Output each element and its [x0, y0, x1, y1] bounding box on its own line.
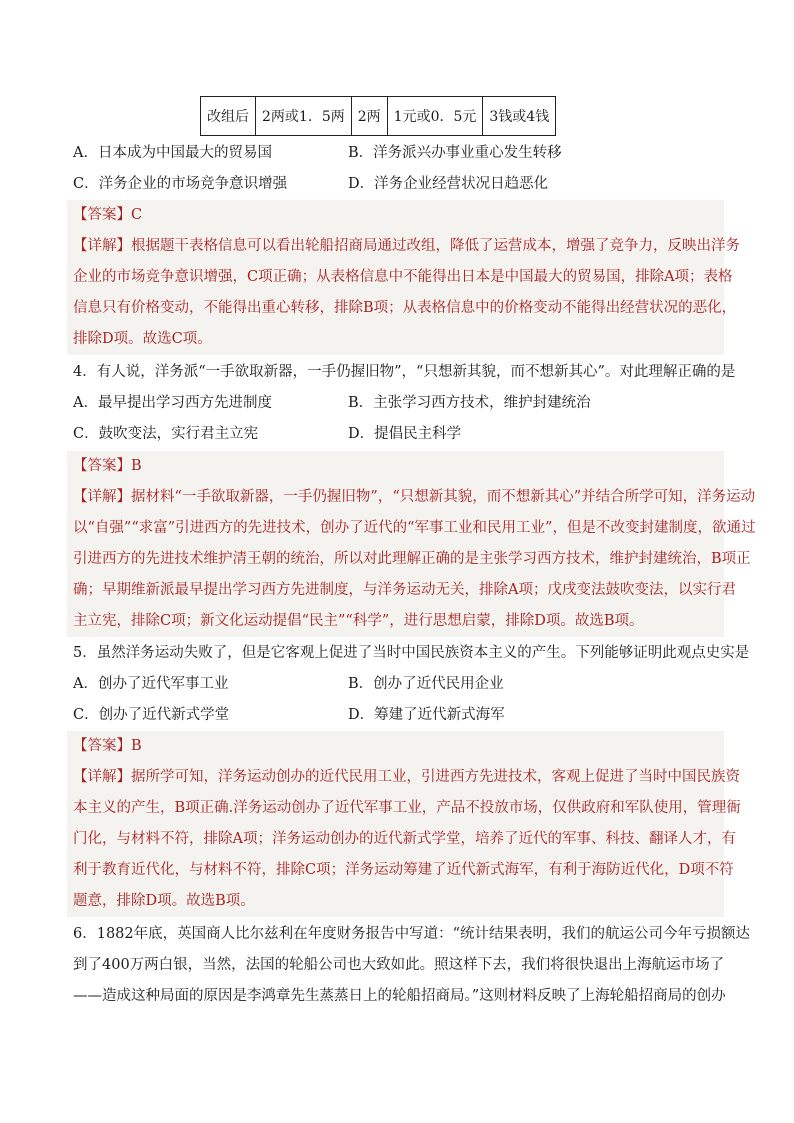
- answer-label: 【答案】B: [73, 458, 142, 474]
- detail-line: 主立宪，排除C项；新文化运动提倡“民主”“科学”，进行思想启蒙，排除D项。故选B项。: [73, 613, 644, 629]
- q5-option-c: C．创办了近代新式学堂: [73, 707, 230, 723]
- q4-option-d: D．提倡民主科学: [348, 426, 462, 442]
- q5-option-b: B．创办了近代民用企业: [348, 676, 504, 692]
- detail-line: 以“自强”“求富”引进西方的先进技术，创办了近代的“军事工业和民用工业”，但是不改变封建制度，欲通过: [73, 520, 756, 536]
- q4-option-c: C．鼓吹变法，实行君主立宪: [73, 426, 259, 442]
- q6-stem-line: 到了400万两白银，当然，法国的轮船公司也大致如此。照这样下去，我们将很快退出上海航运市场了: [73, 957, 725, 973]
- q4-answer-block: [67, 451, 756, 637]
- q6-stem-line: ——造成这种局面的原因是李鸿章先生蒸蒸日上的轮船招商局。”这则材料反映了上海轮船招商局的创办: [73, 988, 726, 1004]
- q3-option-c: C．洋务企业的市场竞争意识增强: [73, 176, 288, 192]
- detail-line: 【详解】根据题干表格信息可以看出轮船招商局通过改组，降低了运营成本，增强了竞争力，反映出洋务: [73, 238, 740, 254]
- q3-option-a: A．日本成为中国最大的贸易国: [73, 145, 272, 161]
- detail-line: 利于教育近代化，与材料不符，排除C项；洋务运动筹建了近代新式海军，有利于海防近代化，D项不符: [73, 862, 734, 878]
- q5-answer-block: [67, 731, 741, 917]
- q3-option-d: D．洋务企业经营状况日趋恶化: [348, 176, 549, 192]
- table-cell: 1元或0．5元: [387, 97, 483, 136]
- detail-line: 门化，与材料不符，排除A项；洋务运动创办的近代新式学堂，培养了近代的军事、科技、翻译人才，有: [73, 831, 736, 847]
- detail-line: 【详解】据所学可知，洋务运动创办的近代民用工业，引进西方先进技术，客观上促进了当时中国民族资: [73, 769, 740, 785]
- detail-line: 确；早期维新派最早提出学习西方先进制度，与洋务运动无关，排除A项；戊戌变法鼓吹变法，以实行君: [73, 582, 736, 598]
- table-cell: 2两: [351, 97, 387, 136]
- q3-answer-block: [67, 200, 740, 355]
- q6-stem-line: 6．1882年底，英国商人比尔兹利在年度财务报告中写道：“统计结果表明，我们的航运公司今年亏损额达: [73, 926, 751, 942]
- detail-line: 本主义的产生，B项正确.洋务运动创办了近代军事工业，产品不投放市场，仅供政府和军队使用，管理衙: [73, 800, 741, 816]
- detail-line: 【详解】据材料“一手欲取新器，一手仍握旧物”，“只想新其貌，而不想新其心”并结合所学可知，洋务运动: [73, 489, 756, 505]
- q3-option-b: B．洋务派兴办事业重心发生转移: [348, 145, 562, 161]
- detail-line: 信息只有价格变动，不能得出重心转移，排除B项；从表格信息中的价格变动不能得出经营状况的恶化，: [73, 300, 737, 316]
- q4-stem: 4．有人说，洋务派“一手欲取新器，一手仍握旧物”，“只想新其貌，而不想新其心”。对此理解正确的是: [73, 364, 736, 380]
- q5-option-a: A．创办了近代军事工业: [73, 676, 229, 692]
- q4-option-a: A．最早提出学习西方先进制度: [73, 395, 272, 411]
- q5-option-d: D．筹建了近代新式海军: [348, 707, 505, 723]
- q5-stem: 5．虽然洋务运动失败了，但是它客观上促进了当时中国民族资本主义的产生。下列能够证明此观点史实是: [73, 645, 750, 661]
- table-cell: 3钱或4钱: [483, 97, 556, 136]
- q4-option-b: B．主张学习西方技术，维护封建统治: [348, 395, 591, 411]
- table-row: [201, 97, 556, 136]
- detail-line: 题意，排除D项。故选B项。: [73, 893, 255, 909]
- table-cell: 改组后: [201, 97, 256, 136]
- detail-line: 引进西方的先进技术维护清王朝的统治，所以对此理解正确的是主张学习西方技术，维护封建统治，B项正: [73, 551, 751, 567]
- detail-line: 企业的市场竞争意识增强，C项正确；从表格信息中不能得出日本是中国最大的贸易国，排除A项；表格: [73, 269, 733, 285]
- answer-label: 【答案】B: [73, 738, 142, 754]
- detail-line: 排除D项。故选C项。: [73, 331, 212, 347]
- answer-label: 【答案】C: [73, 207, 143, 223]
- table-cell: 2两或1．5两: [256, 97, 352, 136]
- price-table: [200, 96, 556, 136]
